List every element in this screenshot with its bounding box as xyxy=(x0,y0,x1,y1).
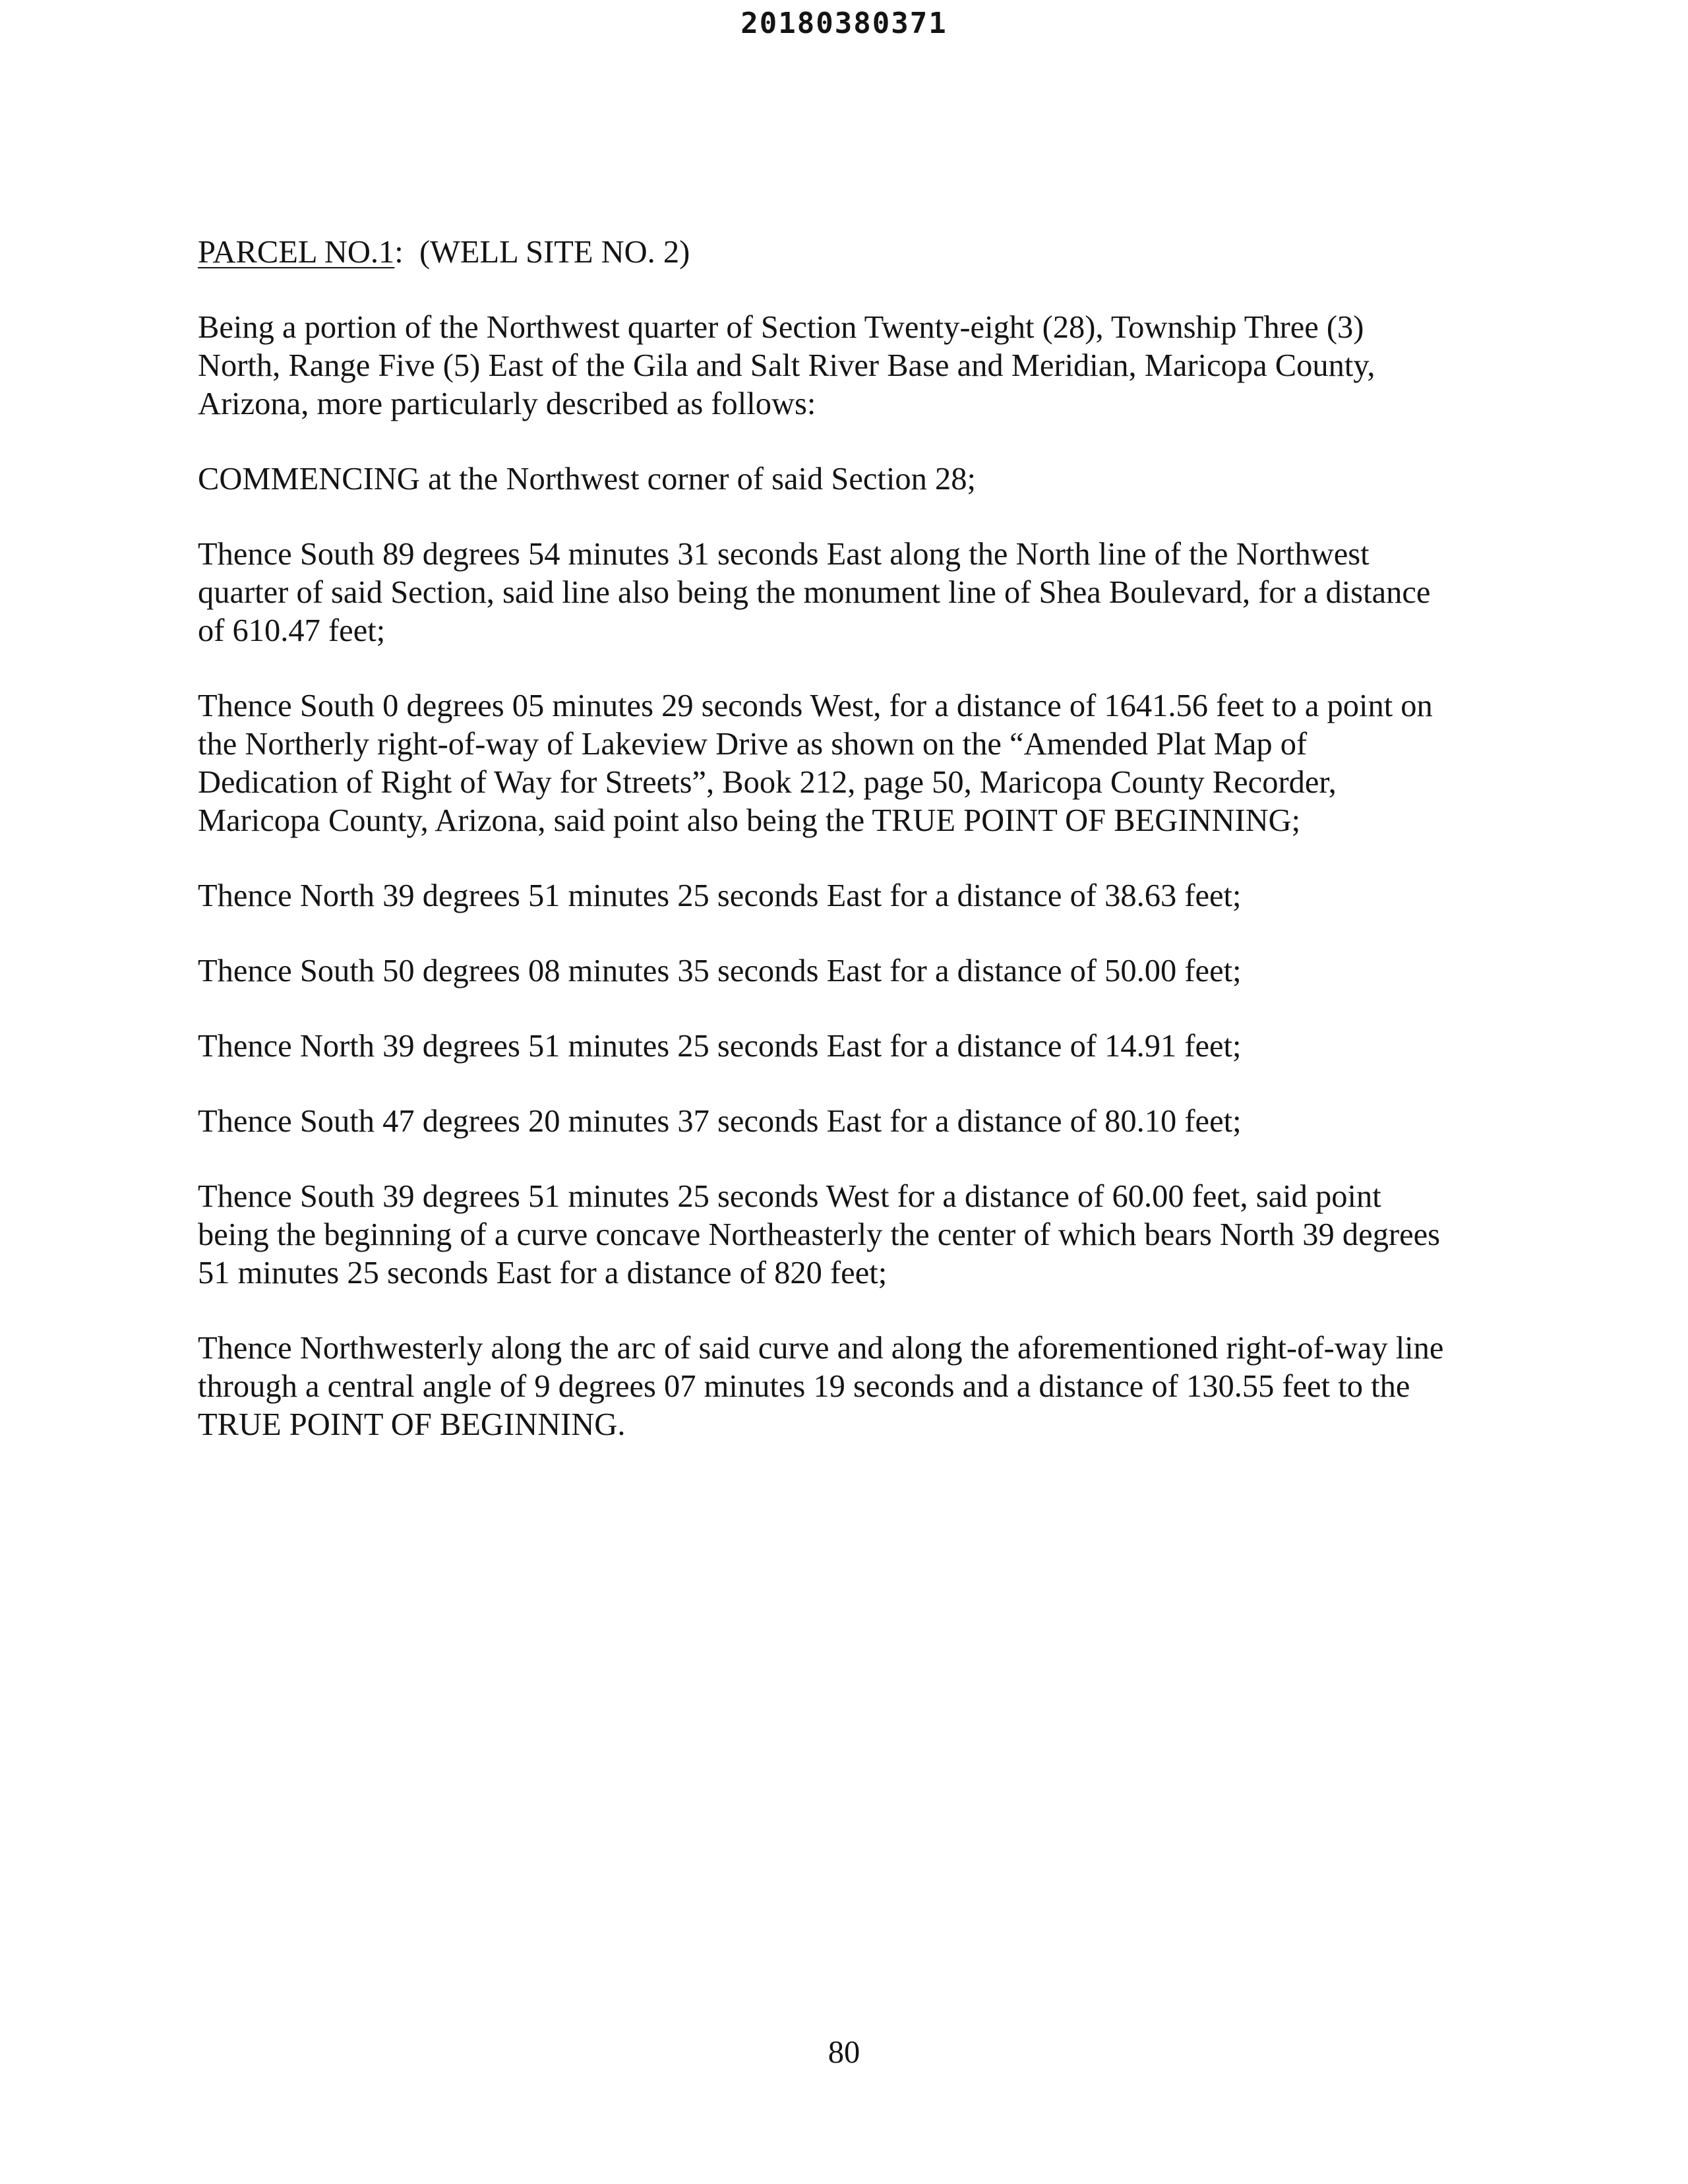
parcel-separator: : xyxy=(394,235,404,270)
paragraph xyxy=(198,687,1510,840)
paragraph xyxy=(198,460,1510,499)
paragraph xyxy=(198,1103,1510,1141)
paragraph-line: Being a portion of the Northwest quarter of Section Twenty-eight (28), Township Three (3) xyxy=(198,310,1364,345)
paragraph-line: Thence Northwesterly along the arc of said curve and along the aforementioned right-of-way line xyxy=(198,1331,1444,1366)
paragraph-line: the Northerly right-of-way of Lakeview Drive as shown on the “Amended Plat Map of xyxy=(198,727,1308,762)
paragraph-line: quarter of said Section, said line also being the monument line of Shea Boulevard, for a distance xyxy=(198,575,1431,610)
paragraph-line: Thence South 89 degrees 54 minutes 31 seconds East along the North line of the Northwest xyxy=(198,537,1370,572)
paragraph-line: Thence South 50 degrees 08 minutes 35 seconds East for a distance of 50.00 feet; xyxy=(198,954,1242,988)
paragraph-line: North, Range Five (5) East of the Gila and Salt River Base and Meridian, Maricopa County, xyxy=(198,348,1375,383)
paragraph-line: Thence South 47 degrees 20 minutes 37 seconds East for a distance of 80.10 feet; xyxy=(198,1104,1242,1139)
paragraph-line: Dedication of Right of Way for Streets”, Book 212, page 50, Maricopa County Recorder, xyxy=(198,765,1337,800)
paragraph-line: of 610.47 feet; xyxy=(198,613,386,648)
recording-number: 20180380371 xyxy=(740,7,948,40)
paragraph-line: Thence South 39 degrees 51 minutes 25 seconds West for a distance of 60.00 feet, said point xyxy=(198,1179,1381,1214)
paragraph xyxy=(198,1329,1510,1444)
paragraph xyxy=(198,1027,1510,1066)
paragraph-line: through a central angle of 9 degrees 07 minutes 19 seconds and a distance of 130.55 feet to the xyxy=(198,1369,1410,1404)
legal-description xyxy=(198,233,1510,1481)
paragraph-line: COMMENCING at the Northwest corner of said Section 28; xyxy=(198,462,976,497)
parcel-label: PARCEL NO.1 xyxy=(198,235,395,270)
page-number: 80 xyxy=(828,2035,860,2070)
paragraph xyxy=(198,309,1510,423)
paragraph-line: 51 minutes 25 seconds East for a distance of 820 feet; xyxy=(198,1256,888,1290)
paragraph xyxy=(198,877,1510,915)
paragraph-line: Thence North 39 degrees 51 minutes 25 seconds East for a distance of 14.91 feet; xyxy=(198,1029,1242,1064)
paragraph-line: being the beginning of a curve concave Northeasterly the center of which bears North 39 degrees xyxy=(198,1217,1441,1252)
paragraph-list xyxy=(198,309,1510,1444)
paragraph-line: Thence North 39 degrees 51 minutes 25 seconds East for a distance of 38.63 feet; xyxy=(198,878,1242,913)
paragraph xyxy=(198,952,1510,990)
parcel-site: (WELL SITE NO. 2) xyxy=(419,235,690,270)
paragraph xyxy=(198,1178,1510,1292)
paragraph-line: Thence South 0 degrees 05 minutes 29 seconds West, for a distance of 1641.56 feet to a point on xyxy=(198,688,1433,723)
paragraph-line: TRUE POINT OF BEGINNING. xyxy=(198,1407,626,1442)
paragraph-line: Maricopa County, Arizona, said point also being the TRUE POINT OF BEGINNING; xyxy=(198,803,1301,838)
parcel-heading xyxy=(198,233,1510,272)
paragraph xyxy=(198,535,1510,650)
paragraph-line: Arizona, more particularly described as follows: xyxy=(198,386,816,421)
